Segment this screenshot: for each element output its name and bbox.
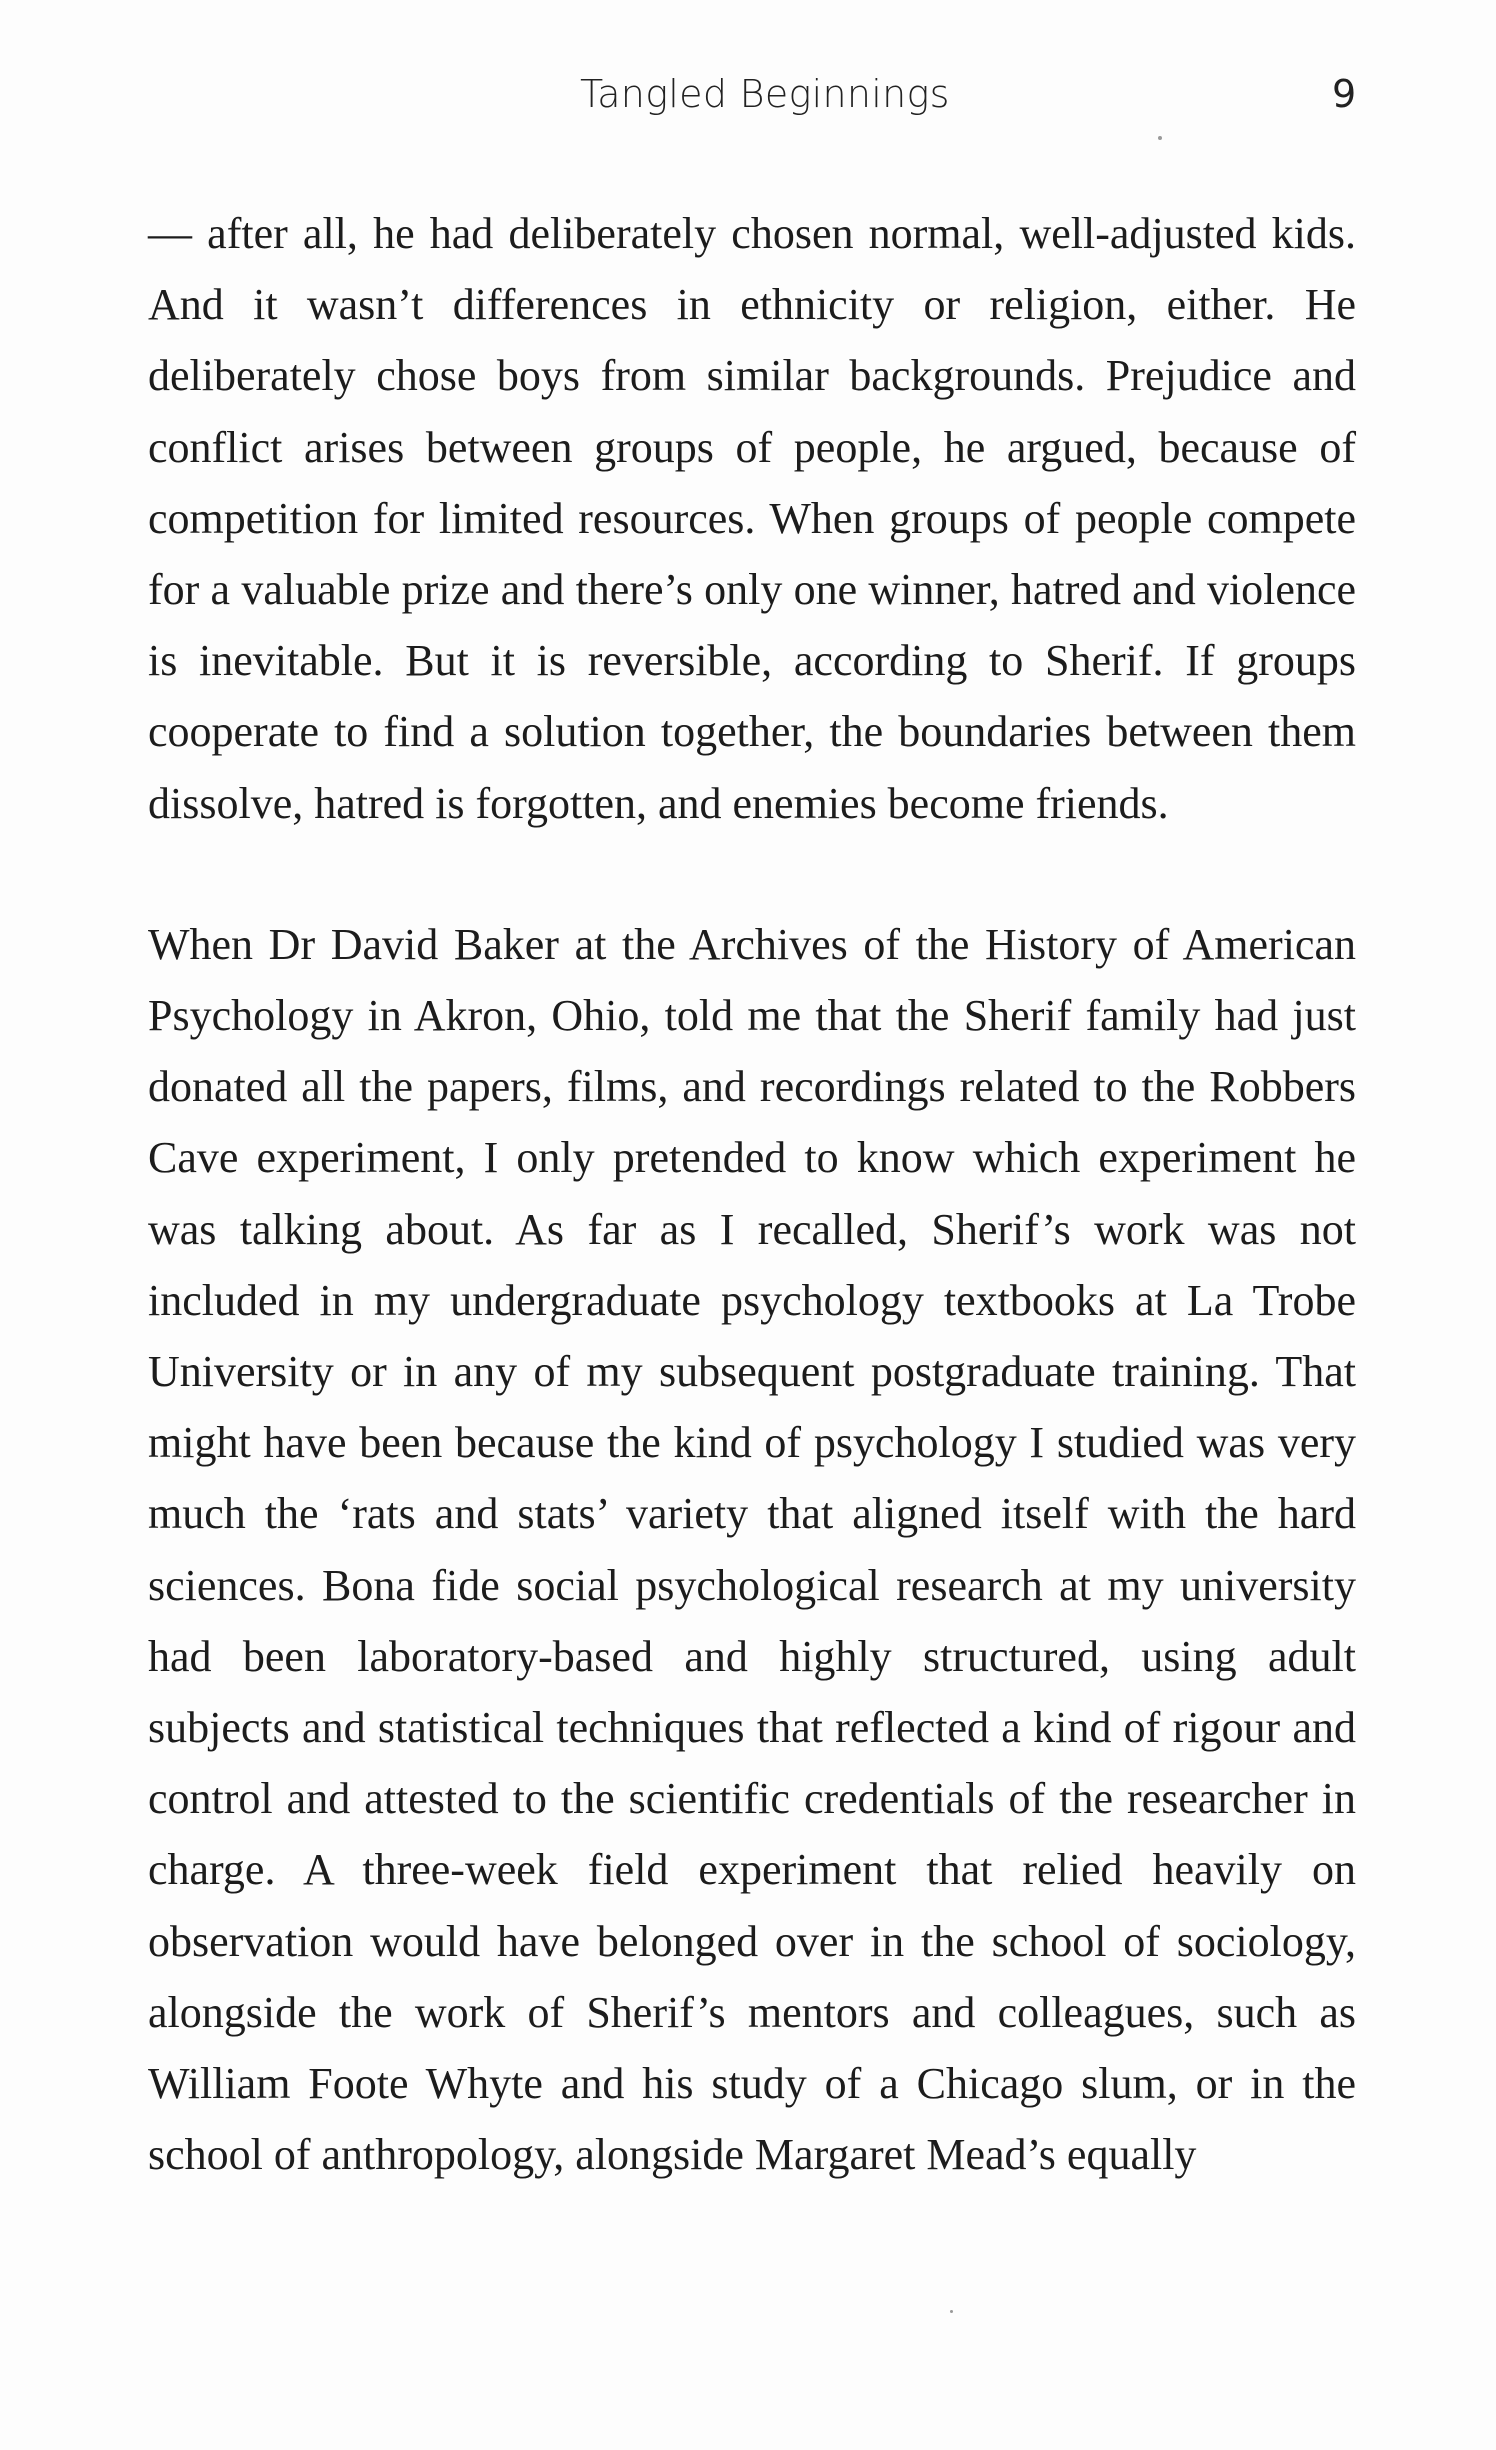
page-number: 9 xyxy=(1332,72,1357,116)
paragraph-break xyxy=(148,839,1356,909)
body-text xyxy=(148,198,1356,2190)
scan-speck xyxy=(950,2310,953,2313)
paragraph-2: When Dr David Baker at the Archives of the History of American Psychology in Akron, Ohio, told me that the Sherif family had just donated all the papers, films, and recordings related to the Robbers Cave experiment, I only pretended to know which experiment he was talking about. As far as I recalled, Sherif’s work was not included in my undergraduate psychology textbooks at La Trobe University or in any of my subsequent postgraduate training. That might have been because the kind of psychology I studied was very much the ‘rats and stats’ variety that aligned itself with the hard sciences. Bona fide social psychological research at my university had been laboratory-based and highly structured, using adult subjects and statistical techniques that reflected a kind of rigour and control and attested to the scientific credentials of the researcher in charge. A three-week field experiment that relied heavily on observation would have belonged over in the school of sociology, alongside the work of Sherif’s mentors and colleagues, such as William Foote Whyte and his study of a Chicago slum, or in the school of anthropology, alongside Margaret Mead’s equally xyxy=(148,919,1356,2180)
paragraph-1: — after all, he had deliberately chosen normal, well-adjusted kids. And it wasn’t differences in ethnicity or religion, either. He deliberately chose boys from similar backgrounds. Prejudice and conflict arises between groups of people, he argued, because of competition for limited resources. When groups of people compete for a valuable prize and there’s only one winner, hatred and violence is inevitable. But it is reversible, according to Sherif. If groups cooperate to find a solution together, the boundaries between them dissolve, hatred is forgotten, and enemies become friends. xyxy=(148,209,1356,828)
running-title: Tangled Beginnings xyxy=(580,72,950,116)
running-head xyxy=(0,72,1496,122)
scan-speck xyxy=(1158,136,1162,140)
